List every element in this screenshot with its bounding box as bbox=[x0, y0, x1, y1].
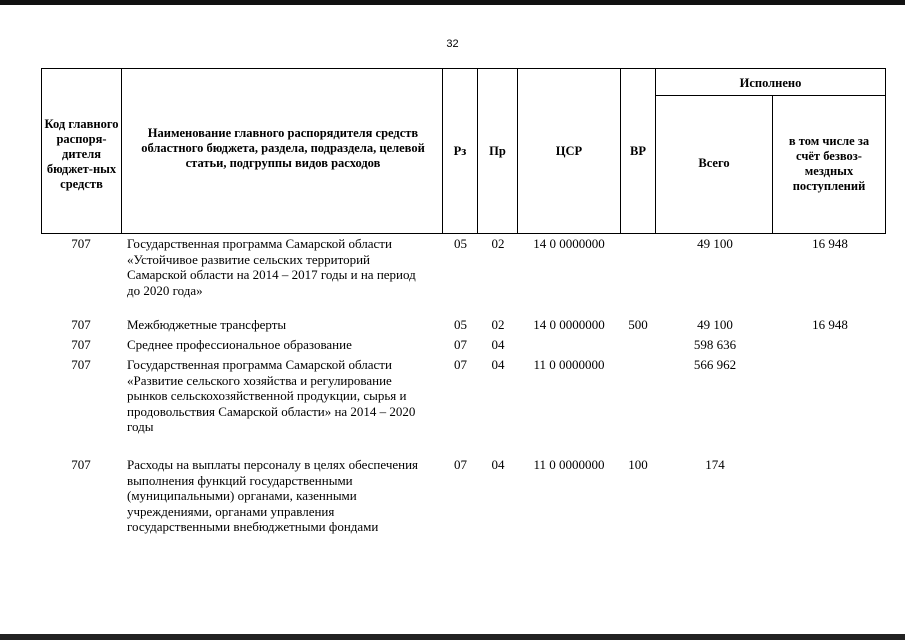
header-csr: ЦСР bbox=[555, 143, 583, 158]
cell-free: 16 948 bbox=[812, 317, 848, 332]
cell-rz: 07 bbox=[454, 357, 467, 372]
cell-pr: 02 bbox=[491, 317, 505, 332]
header-border-right bbox=[885, 68, 886, 234]
cell-pr: 02 bbox=[491, 236, 505, 251]
cell-total: 566 962 bbox=[693, 357, 737, 372]
cell-pr: 04 bbox=[491, 357, 505, 372]
cell-code: 707 bbox=[71, 317, 91, 332]
cell-code: 707 bbox=[71, 457, 91, 472]
cell-csr: 14 0 0000000 bbox=[533, 236, 605, 251]
header-sep bbox=[655, 95, 886, 96]
cell-code: 707 bbox=[71, 337, 91, 352]
cell-total: 49 100 bbox=[697, 236, 733, 251]
cell-csr: 11 0 0000000 bbox=[533, 357, 605, 372]
cell-code: 707 bbox=[71, 236, 91, 251]
cell-vr: 100 bbox=[628, 457, 648, 472]
header-name: Наименование главного распорядителя средств областного бюджета, раздела, подраздела, целевой статьи, подгруппы видов расходов bbox=[141, 125, 425, 170]
cell-rz: 05 bbox=[454, 236, 467, 251]
header-code: Код главного распоря-дителя бюджет-ных средств bbox=[44, 116, 119, 191]
cell-name: Расходы на выплаты персоналу в целях обеспечения выполнения функций государственными (муниципальными) органами, казенными учреждениями, органами управления государственными внебюджетными фондами bbox=[127, 457, 419, 534]
cell-name: Среднее профессиональное образование bbox=[127, 337, 352, 352]
header-border-left bbox=[41, 68, 42, 234]
cell-name: Межбюджетные трансферты bbox=[127, 317, 287, 332]
cell-total: 174 bbox=[705, 457, 725, 472]
cell-rz: 07 bbox=[454, 457, 467, 472]
cell-vr: 500 bbox=[628, 317, 648, 332]
cell-total: 49 100 bbox=[697, 317, 733, 332]
page-number: 32 bbox=[446, 38, 459, 50]
cell-pr: 04 bbox=[491, 457, 505, 472]
header-free: в том числе за счёт безвоз-мездных поступлений bbox=[788, 134, 870, 193]
header-sep bbox=[772, 95, 773, 234]
cell-pr: 04 bbox=[491, 337, 505, 352]
header-executed: Исполнено bbox=[739, 75, 802, 90]
cell-rz: 07 bbox=[454, 337, 467, 352]
header-rz: Рз bbox=[453, 143, 467, 158]
header-border-bottom bbox=[41, 233, 886, 234]
cell-total: 598 636 bbox=[693, 337, 737, 352]
header-sep bbox=[121, 68, 122, 234]
cell-name: Государственная программа Самарской области «Развитие сельского хозяйства и регулирование рынков сельскохозяйственной продукции, сырья и продовольствия Самарской области» на 2014 – 2020 годы bbox=[127, 357, 416, 434]
header-total: Всего bbox=[698, 155, 730, 170]
cell-name: Государственная программа Самарской области «Устойчивое развитие сельских территорий Самарской области на 2014 – 2017 годы и на период до 2020 года» bbox=[127, 236, 416, 298]
header-pr: Пр bbox=[489, 143, 506, 158]
table-header bbox=[41, 68, 886, 234]
cell-csr: 11 0 0000000 bbox=[533, 457, 605, 472]
cell-rz: 05 bbox=[454, 317, 467, 332]
scan-top-border bbox=[0, 0, 905, 5]
header-vr: ВР bbox=[630, 143, 646, 158]
cell-csr: 14 0 0000000 bbox=[533, 317, 605, 332]
cell-free: 16 948 bbox=[812, 236, 848, 251]
header-border-top bbox=[41, 68, 886, 69]
scan-bottom-border bbox=[0, 634, 905, 640]
cell-code: 707 bbox=[71, 357, 91, 372]
